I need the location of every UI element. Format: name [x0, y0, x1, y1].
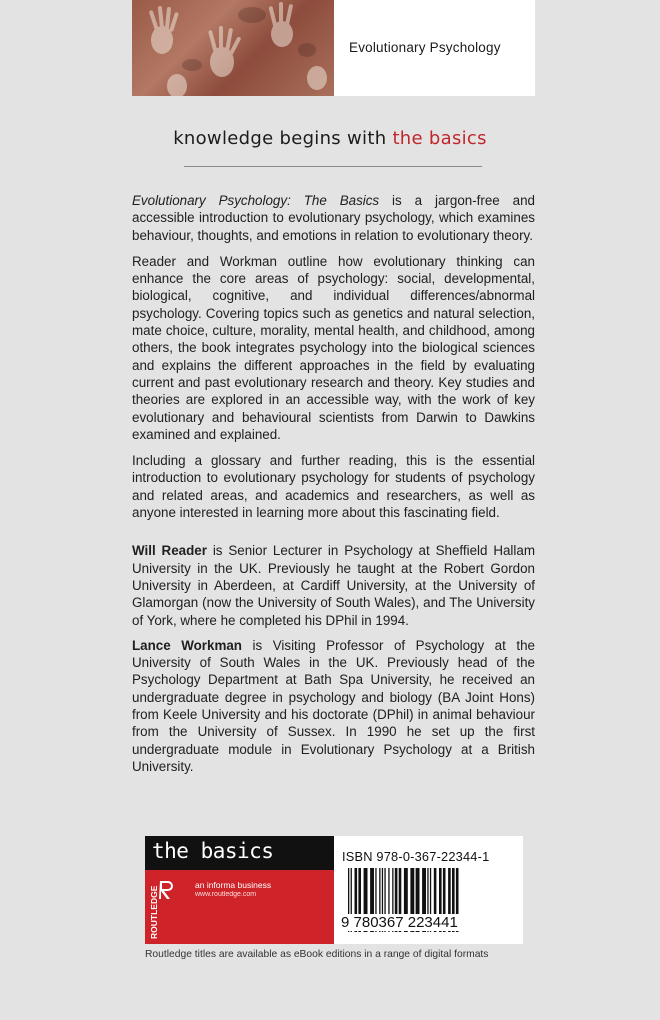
author-bio-reader — [132, 542, 535, 628]
series-label-band — [145, 836, 334, 870]
back-cover-text — [132, 192, 535, 783]
author-name: Lance Workman — [132, 637, 242, 653]
barcode-digits: 9 780367 223441 — [341, 914, 458, 931]
publisher-website: www.routledge.com — [195, 891, 257, 898]
series-branding — [145, 836, 334, 944]
author-bio-workman — [132, 637, 535, 775]
author-name: Will Reader — [132, 543, 207, 559]
description-paragraph-3: Including a glossary and further reading, this is the essential introduction to evolutionary psychology for students of psychology and related areas, and academics and researchers, as well as anyone interested in learning more about this fascinating field. — [132, 453, 535, 521]
tagline-lead: knowledge begins with — [173, 128, 387, 149]
series-title-box — [334, 0, 535, 96]
series-label: the basics — [152, 839, 274, 863]
author-bio-text: is Senior Lecturer in Psychology at Sheffield Hallam University in the UK. Previously he taught at the Robert Gordon University in Aberdeen, at Cardiff University, at the University of Glamorgan (now the University of South Wales), and The University of York, where he completed his DPhil in 1994. — [132, 543, 535, 628]
description-paragraph-1 — [132, 192, 535, 244]
cover-header — [132, 0, 535, 96]
book-title: Evolutionary Psychology: The Basics — [132, 193, 380, 208]
publisher-panel — [145, 836, 523, 944]
isbn-label: ISBN 978-0-367-22344-1 — [342, 849, 490, 864]
intro-text: is a jargon-free and accessible introduction to evolutionary psychology, which examines behaviour, thoughts, and emotions in relation to evolutionary theory. — [132, 193, 535, 243]
series-title: Evolutionary Psychology — [349, 40, 501, 55]
tagline — [0, 128, 660, 149]
routledge-r-icon — [148, 875, 174, 941]
author-bio-text: is Visiting Professor of Psychology at the University of South Wales in the UK. Previously head of the Psychology Department at Bath Spa University, he received an undergraduate degree in psychology and biology (BA Joint Hons) from Keele University and his doctorate (DPhil) in animal behaviour from the University of Sussex. In 1990 he set up the first undergraduate module in Evolutionary Psychology at a British University. — [132, 637, 535, 774]
informa-tagline: an informa business — [195, 880, 272, 890]
divider — [184, 166, 482, 167]
ebook-note: Routledge titles are available as eBook editions in a range of digital formats — [145, 949, 489, 960]
tagline-accent: the basics — [392, 128, 487, 149]
publisher-name: ROUTLEDGE — [149, 885, 159, 939]
barcode-area — [334, 836, 523, 944]
description-paragraph-2: Reader and Workman outline how evolutionary thinking can enhance the core areas of psychology: social, developmental, biological, cognitive, and individual differences/abnormal psychology. Covering topics such as genetics and natural selection, mate choice, culture, morality, mental health, and childhood, among others, the book integrates psychology into the biological sciences and explains the different approaches in the field by evaluating current and past evolutionary research and theory. Key studies and theories are explored in an accessible way, with the work of key evolutionary and behavioural scientists from Darwin to Dawkins examined and explained. — [132, 253, 535, 442]
cave-hands-artwork — [132, 0, 334, 96]
